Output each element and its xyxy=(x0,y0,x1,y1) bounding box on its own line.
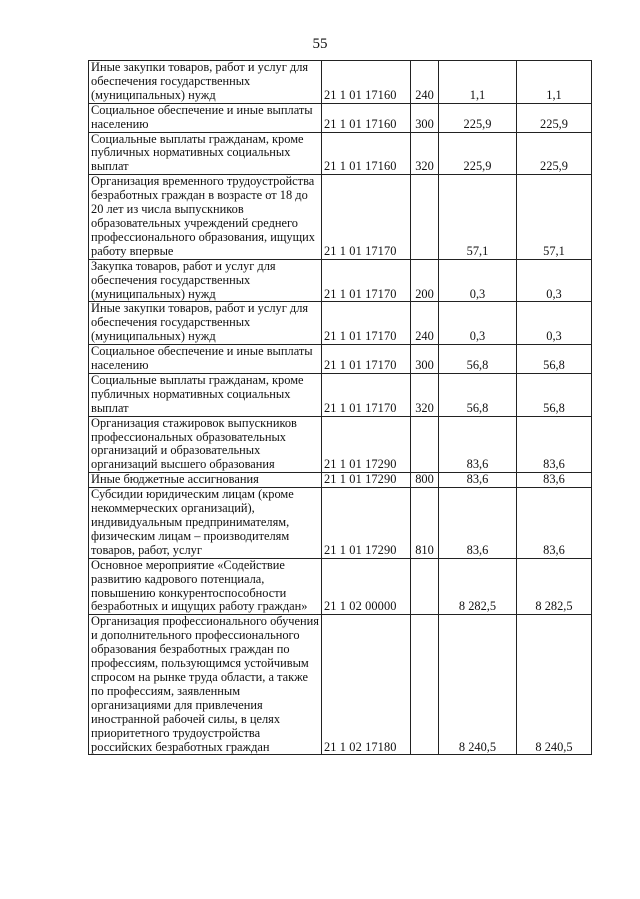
row-code: 21 1 02 00000 xyxy=(322,558,411,615)
row-code: 21 1 01 17170 xyxy=(322,259,411,302)
row-value-2: 83,6 xyxy=(517,488,592,559)
row-code: 21 1 01 17290 xyxy=(322,416,411,473)
row-value-2: 1,1 xyxy=(517,61,592,104)
table-row xyxy=(89,302,592,345)
row-expense-type: 320 xyxy=(411,373,439,416)
row-name: Иные закупки товаров, работ и услуг для обеспечения государственных (муниципальных) нужд xyxy=(89,302,322,345)
row-code: 21 1 01 17160 xyxy=(322,103,411,132)
row-code: 21 1 01 17170 xyxy=(322,175,411,259)
row-name: Социальные выплаты гражданам, кроме публичных нормативных социальных выплат xyxy=(89,132,322,175)
table-row xyxy=(89,175,592,259)
row-code: 21 1 01 17170 xyxy=(322,373,411,416)
row-value-2: 57,1 xyxy=(517,175,592,259)
row-name: Основное мероприятие «Содействие развитию кадрового потенциала, повышению конкурентоспособности безработных и ищущих работу граждан» xyxy=(89,558,322,615)
table-row xyxy=(89,132,592,175)
row-code: 21 1 02 17180 xyxy=(322,615,411,755)
row-value-1: 0,3 xyxy=(439,259,517,302)
row-value-2: 8 282,5 xyxy=(517,558,592,615)
row-expense-type: 240 xyxy=(411,302,439,345)
row-value-2: 56,8 xyxy=(517,345,592,374)
row-name: Социальное обеспечение и иные выплаты населению xyxy=(89,345,322,374)
row-value-2: 83,6 xyxy=(517,416,592,473)
row-name: Социальные выплаты гражданам, кроме публичных нормативных социальных выплат xyxy=(89,373,322,416)
row-value-2: 8 240,5 xyxy=(517,615,592,755)
row-expense-type xyxy=(411,615,439,755)
table-row xyxy=(89,373,592,416)
row-value-1: 56,8 xyxy=(439,373,517,416)
row-expense-type: 240 xyxy=(411,61,439,104)
row-value-2: 225,9 xyxy=(517,103,592,132)
table-row xyxy=(89,488,592,559)
page-number: 55 xyxy=(312,36,328,52)
row-name: Закупка товаров, работ и услуг для обеспечения государственных (муниципальных) нужд xyxy=(89,259,322,302)
table-row xyxy=(89,416,592,473)
row-value-1: 56,8 xyxy=(439,345,517,374)
row-expense-type: 800 xyxy=(411,473,439,488)
table-row xyxy=(89,345,592,374)
table-row xyxy=(89,473,592,488)
row-code: 21 1 01 17290 xyxy=(322,488,411,559)
table-body xyxy=(89,61,592,755)
row-name: Социальное обеспечение и иные выплаты населению xyxy=(89,103,322,132)
table-row xyxy=(89,615,592,755)
table-row xyxy=(89,558,592,615)
row-expense-type xyxy=(411,416,439,473)
row-expense-type: 200 xyxy=(411,259,439,302)
row-value-1: 8 240,5 xyxy=(439,615,517,755)
row-value-1: 83,6 xyxy=(439,416,517,473)
row-value-2: 0,3 xyxy=(517,259,592,302)
row-value-1: 57,1 xyxy=(439,175,517,259)
row-code: 21 1 01 17160 xyxy=(322,61,411,104)
row-name: Организация стажировок выпускников профессиональных образовательных организаций и образовательных организаций высшего образования xyxy=(89,416,322,473)
row-name: Субсидии юридическим лицам (кроме некоммерческих организаций), индивидуальным предпринимателям, физическим лицам – производителям товаров, работ, услуг xyxy=(89,488,322,559)
row-expense-type: 300 xyxy=(411,345,439,374)
row-value-2: 0,3 xyxy=(517,302,592,345)
row-value-2: 225,9 xyxy=(517,132,592,175)
row-value-2: 83,6 xyxy=(517,473,592,488)
budget-table xyxy=(88,60,592,755)
row-expense-type: 300 xyxy=(411,103,439,132)
row-expense-type: 320 xyxy=(411,132,439,175)
row-value-1: 83,6 xyxy=(439,473,517,488)
row-value-1: 225,9 xyxy=(439,103,517,132)
row-code: 21 1 01 17290 xyxy=(322,473,411,488)
table-row xyxy=(89,61,592,104)
row-value-1: 1,1 xyxy=(439,61,517,104)
row-expense-type xyxy=(411,175,439,259)
row-value-1: 225,9 xyxy=(439,132,517,175)
row-expense-type xyxy=(411,558,439,615)
row-name: Иные закупки товаров, работ и услуг для обеспечения государственных (муниципальных) нужд xyxy=(89,61,322,104)
row-value-1: 83,6 xyxy=(439,488,517,559)
row-value-1: 0,3 xyxy=(439,302,517,345)
row-code: 21 1 01 17160 xyxy=(322,132,411,175)
row-code: 21 1 01 17170 xyxy=(322,302,411,345)
row-name: Организация профессионального обучения и дополнительного профессионального образования безработных граждан по профессиям, пользующимся устойчивым спросом на рынке труда области, а также по профессиям, заявленным организациями для привлечения иностранной рабочей силы, в целях приоритетного трудоустройства российских безработных граждан xyxy=(89,615,322,755)
row-code: 21 1 01 17170 xyxy=(322,345,411,374)
table-row xyxy=(89,103,592,132)
row-name: Организация временного трудоустройства безработных граждан в возрасте от 18 до 20 лет из числа выпускников образовательных учреждений среднего профессионального образования, ищущих работу впервые xyxy=(89,175,322,259)
row-value-2: 56,8 xyxy=(517,373,592,416)
table-row xyxy=(89,259,592,302)
row-value-1: 8 282,5 xyxy=(439,558,517,615)
row-name: Иные бюджетные ассигнования xyxy=(89,473,322,488)
row-expense-type: 810 xyxy=(411,488,439,559)
